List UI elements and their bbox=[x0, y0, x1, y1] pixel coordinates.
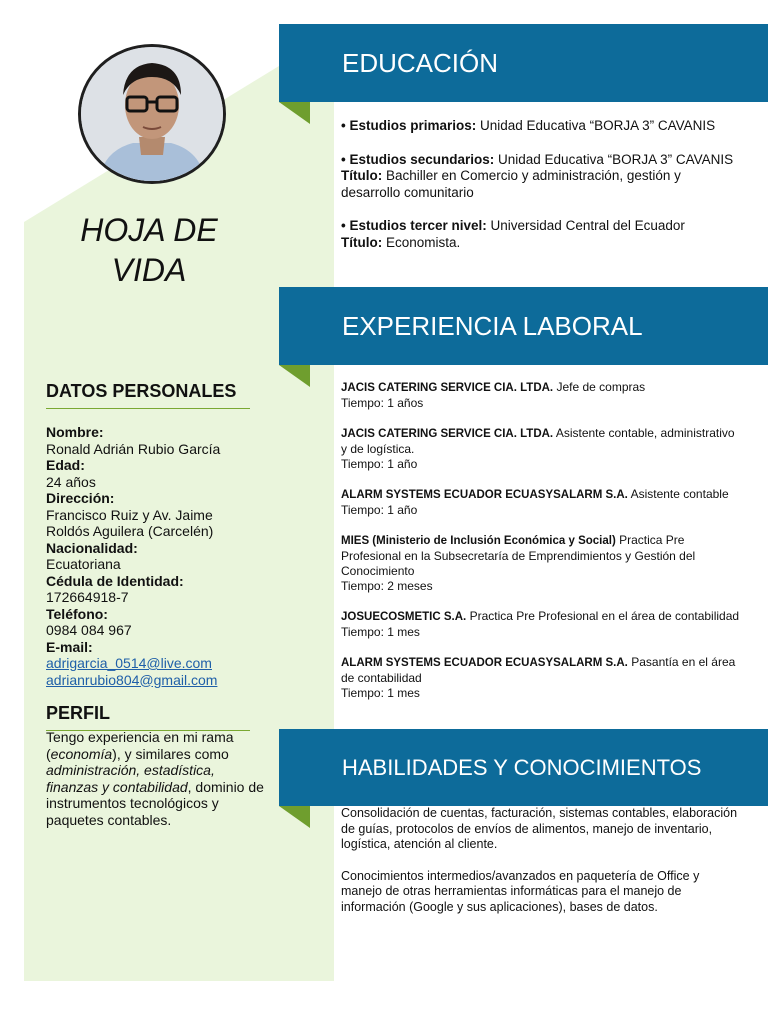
experience-role: Practica Pre Profesional en la Subsecretaría de Emprendimientos y Gestión del Conocimiento bbox=[341, 533, 696, 578]
experience-item bbox=[341, 426, 741, 472]
primarios-label: • Estudios primarios: bbox=[341, 118, 477, 133]
habilidades-paragraph-1: Consolidación de cuentas, facturación, sistemas contables, elaboración de guías, protocolos de envíos de alimentos, manejo de inventario, logística, atención al cliente. bbox=[341, 806, 738, 851]
habilidades-heading: HABILIDADES Y CONOCIMIENTOS bbox=[342, 754, 702, 780]
experience-item bbox=[341, 533, 741, 594]
educacion-content bbox=[341, 118, 741, 268]
perfil-text-emphasis: administración, estadística, finanzas y contabilidad bbox=[46, 762, 215, 795]
email-link-1[interactable]: adrigarcia_0514@live.com bbox=[46, 655, 212, 671]
experience-company: JACIS CATERING SERVICE CIA. LTDA. bbox=[341, 428, 554, 440]
perfil-text-part: Tengo experiencia en mi rama ( bbox=[46, 729, 234, 762]
cedula-value: 172664918-7 bbox=[46, 589, 129, 605]
nombre-label: Nombre: bbox=[46, 424, 104, 440]
experience-company: MIES (Ministerio de Inclusión Económica y Social) bbox=[341, 535, 616, 547]
titulo1-value: Bachiller en Comercio y administración, gestión y desarrollo comunitario bbox=[341, 168, 681, 200]
experience-time: Tiempo: 1 año bbox=[341, 503, 418, 517]
cedula-label: Cédula de Identidad: bbox=[46, 572, 184, 589]
experiencia-content bbox=[341, 380, 741, 716]
experience-company: JACIS CATERING SERVICE CIA. LTDA. bbox=[341, 382, 554, 394]
datos-personales-heading: DATOS PERSONALES bbox=[46, 381, 250, 409]
habilidades-content bbox=[341, 806, 741, 931]
secundarios-value: Unidad Educativa “BORJA 3” CAVANIS bbox=[494, 151, 734, 167]
educacion-banner-fold bbox=[279, 102, 310, 124]
experience-role: Practica Pre Profesional en el área de contabilidad bbox=[466, 609, 740, 623]
tercer-label: • Estudios tercer nivel: bbox=[341, 218, 487, 233]
experiencia-banner bbox=[279, 287, 768, 365]
nombre-value: Ronald Adrián Rubio García bbox=[46, 440, 221, 457]
experience-company: JOSUECOSMETIC S.A. bbox=[341, 611, 467, 623]
direccion-value: Francisco Ruiz y Av. Jaime Roldós Aguilera (Carcelén) bbox=[46, 506, 214, 539]
habilidades-paragraph-2: Conocimientos intermedios/avanzados en paquetería de Office y manejo de otras herramientas informáticas para el manejo de información (Google y sus aplicaciones), bases de datos. bbox=[341, 868, 700, 914]
experience-role: Asistente contable bbox=[627, 487, 729, 501]
email-link-2[interactable]: adrianrubio804@gmail.com bbox=[46, 671, 218, 688]
experience-item bbox=[341, 487, 741, 518]
nacionalidad-value: Ecuatoriana bbox=[46, 556, 121, 572]
education-item-primarios bbox=[341, 118, 741, 135]
cv-title-line1: HOJA DE bbox=[80, 212, 218, 248]
experience-time: Tiempo: 1 año bbox=[341, 457, 418, 471]
email-label: E-mail: bbox=[46, 638, 93, 655]
edad-value: 24 años bbox=[46, 473, 96, 490]
experience-item bbox=[341, 380, 741, 411]
nacionalidad-label: Nacionalidad: bbox=[46, 539, 138, 556]
titulo2-label: Título: bbox=[341, 234, 383, 250]
experience-item bbox=[341, 609, 741, 640]
perfil-text-part: , dominio de instrumentos tecnológicos y paquetes contables. bbox=[46, 778, 264, 828]
experience-time: Tiempo: 1 mes bbox=[341, 686, 420, 700]
direccion-label: Dirección: bbox=[46, 490, 115, 506]
habilidades-banner-fold bbox=[279, 806, 310, 828]
experiencia-banner-fold bbox=[279, 365, 310, 387]
telefono-label: Teléfono: bbox=[46, 605, 108, 622]
experience-item bbox=[341, 655, 741, 701]
experience-company: ALARM SYSTEMS ECUADOR ECUASYSALARM S.A. bbox=[341, 657, 628, 669]
experience-role: Pasantía en el área de contabilidad bbox=[341, 655, 736, 685]
titulo2-value: Economista. bbox=[382, 234, 461, 250]
primarios-value: Unidad Educativa “BORJA 3” CAVANIS bbox=[476, 118, 716, 133]
profile-photo bbox=[78, 44, 226, 184]
edad-label: Edad: bbox=[46, 457, 85, 473]
educacion-banner bbox=[279, 24, 768, 102]
education-item-tercer-nivel bbox=[341, 218, 741, 251]
experience-time: Tiempo: 2 meses bbox=[341, 579, 433, 593]
perfil-text-part: ), y similares como bbox=[112, 745, 229, 762]
perfil-heading: PERFIL bbox=[46, 703, 250, 731]
experience-role: Jefe de compras bbox=[553, 380, 646, 394]
habilidades-banner bbox=[279, 729, 768, 806]
personal-info bbox=[46, 424, 286, 688]
titulo1-label: Título: bbox=[341, 168, 383, 183]
tercer-value: Universidad Central del Ecuador bbox=[486, 218, 685, 233]
experience-role: Asistente contable, administrativo y de logística. bbox=[341, 426, 735, 456]
cv-title bbox=[54, 210, 244, 290]
perfil-text-emphasis: economía bbox=[50, 745, 113, 762]
educacion-heading: EDUCACIÓN bbox=[342, 47, 499, 78]
telefono-value: 0984 084 967 bbox=[46, 622, 132, 638]
experience-company: ALARM SYSTEMS ECUADOR ECUASYSALARM S.A. bbox=[341, 489, 628, 501]
perfil-text bbox=[46, 729, 266, 828]
experience-time: Tiempo: 1 años bbox=[341, 396, 424, 410]
cv-title-line2: VIDA bbox=[111, 252, 187, 288]
education-item-secundarios bbox=[341, 152, 741, 202]
secundarios-label: • Estudios secundarios: bbox=[341, 151, 495, 167]
experiencia-heading: EXPERIENCIA LABORAL bbox=[342, 310, 643, 341]
experience-time: Tiempo: 1 mes bbox=[341, 625, 420, 639]
